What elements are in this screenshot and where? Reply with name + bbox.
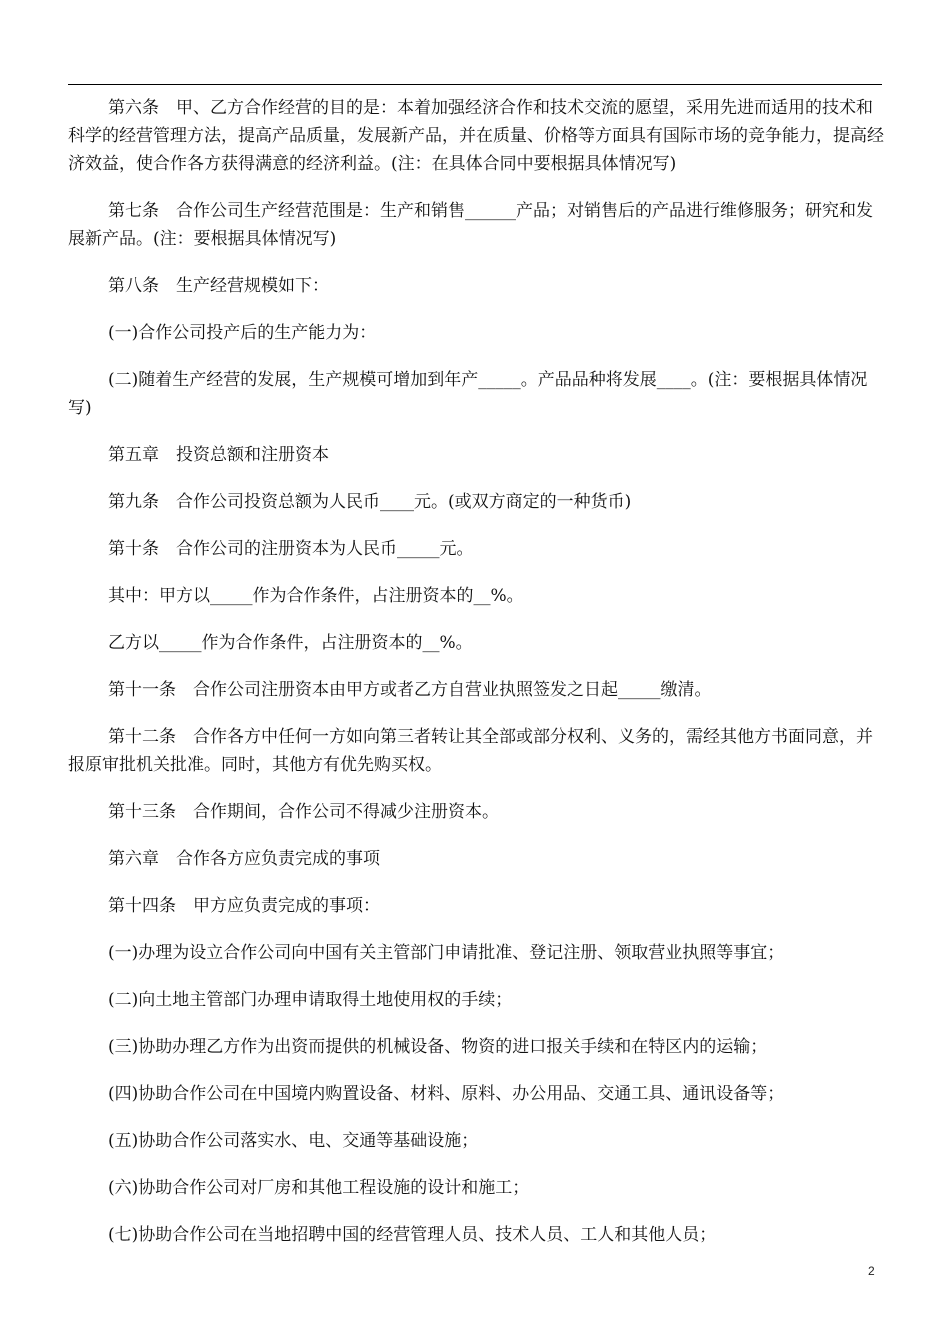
- chapter-heading-6: 第六章 合作各方应负责完成的事项: [108, 849, 380, 869]
- chapter-heading-5: 第五章 投资总额和注册资本: [108, 445, 329, 465]
- paragraph-duty-1: (一)办理为设立合作公司向中国有关主管部门申请批准、登记注册、领取营业执照等事宜；: [108, 943, 785, 963]
- paragraph-article-10: 第十条 合作公司的注册资本为人民币_____元。: [108, 539, 474, 559]
- paragraph-article-9: 第九条 合作公司投资总额为人民币____元。(或双方商定的一种货币): [108, 492, 632, 512]
- paragraph-duty-2: (二)向土地主管部门办理申请取得土地使用权的手续；: [108, 990, 513, 1010]
- paragraph-article-7: 第七条 合作公司生产经营范围是：生产和销售______产品；对销售后的产品进行维修服务；研究和发展新产品。(注：要根据具体情况写): [68, 201, 873, 249]
- header-rule: [68, 84, 882, 85]
- paragraph-duty-3: (三)协助办理乙方作为出资而提供的机械设备、物资的进口报关手续和在特区内的运输；: [108, 1037, 768, 1057]
- document-body: [68, 94, 888, 1249]
- paragraph-duty-5: (五)协助合作公司落实水、电、交通等基础设施；: [108, 1131, 479, 1151]
- page-number: 2: [868, 1264, 875, 1278]
- paragraph-article-6: 第六条 甲、乙方合作经营的目的是：本着加强经济合作和技术交流的愿望，采用先进而适用的技术和科学的经营管理方法，提高产品质量，发展新产品，并在质量、价格等方面具有国际市场的竞争能力，提高经济效益，使合作各方获得满意的经济利益。(注：在具体合同中要根据具体情况写): [68, 98, 884, 174]
- paragraph-item-1: (一)合作公司投产后的生产能力为：: [108, 323, 377, 343]
- paragraph-party-a-contribution: 其中：甲方以_____作为合作条件，占注册资本的__%。: [108, 586, 524, 606]
- paragraph-article-11: 第十一条 合作公司注册资本由甲方或者乙方自营业执照签发之日起_____缴清。: [108, 680, 712, 700]
- paragraph-article-8: 第八条 生产经营规模如下：: [108, 276, 329, 296]
- paragraph-article-13: 第十三条 合作期间，合作公司不得减少注册资本。: [108, 802, 499, 822]
- paragraph-item-2: (二)随着生产经营的发展，生产规模可增加到年产_____。产品品种将发展____。(注：要根据具体情况写): [68, 370, 868, 418]
- paragraph-duty-7: (七)协助合作公司在当地招聘中国的经营管理人员、技术人员、工人和其他人员；: [108, 1225, 717, 1245]
- paragraph-duty-4: (四)协助合作公司在中国境内购置设备、材料、原料、办公用品、交通工具、通讯设备等；: [108, 1084, 785, 1104]
- paragraph-party-b-contribution: 乙方以_____作为合作条件，占注册资本的__%。: [108, 633, 473, 653]
- paragraph-article-12: 第十二条 合作各方中任何一方如向第三者转让其全部或部分权利、义务的，需经其他方书面同意，并报原审批机关批准。同时，其他方有优先购买权。: [68, 727, 873, 775]
- paragraph-article-14: 第十四条 甲方应负责完成的事项：: [108, 896, 380, 916]
- paragraph-duty-6: (六)协助合作公司对厂房和其他工程设施的设计和施工；: [108, 1178, 530, 1198]
